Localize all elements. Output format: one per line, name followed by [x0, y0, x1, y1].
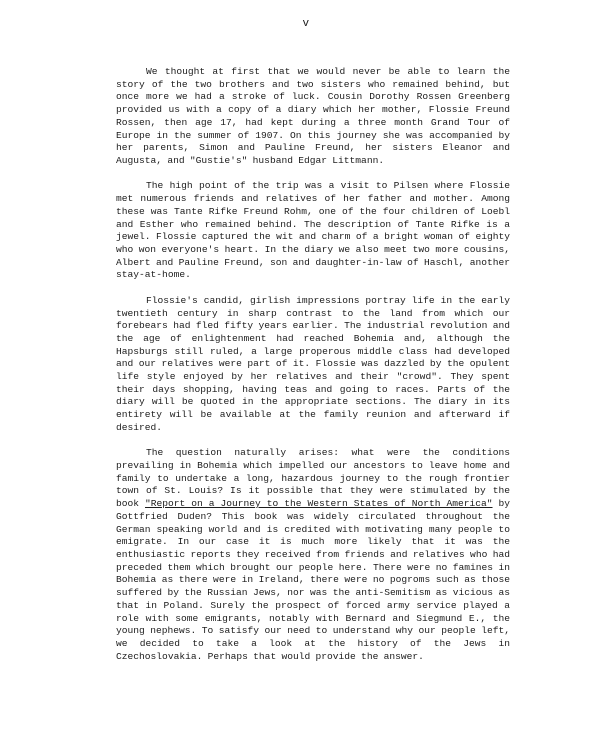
- paragraph-flossie-impressions: Flossie's candid, girlish impressions portray life in the early twentieth century in sharp contrast to the land from which our forebears had fled fifty years earlier. The industrial revolution and the age of enlightenment had reached Bohemia and, although the Hapsburgs still ruled, a large properous middle class had developed and our relatives were part of it. Flossie was dazzled by the opulent life style enjoyed by her relatives and their "crowd". They spent their days shopping, having teas and going to races. Parts of the diary will be quoted in the appropriate sections. The diary in its entirety will be available at the family reunion and afterward if desired.: [116, 294, 510, 433]
- paragraph-text-before-title: The question naturally arises: what were the conditions prevailing in Bohemia which impelled our ancestors to leave home and family to undertake a long, hazardous journey to the rough frontier town of St. Louis? Is it possible that they were stimulated by the book: [116, 447, 510, 510]
- paragraph-emigration-question: [116, 447, 510, 663]
- paragraph-pilsen-visit: The high point of the trip was a visit to Pilsen where Flossie met numerous friends and relatives of her father and mother. Among these was Tante Rifke Freund Rohm, one of the four children of Loebl and Esther who remained behind. The description of Tante Rifke is a jewel. Flossie captured the wit and charm of a bright woman of eighty who won everyone's heart. In the diary we also meet two more cousins, Albert and Pauline Freund, son and daughter-in-law of Haschl, another stay-at-home.: [116, 180, 510, 281]
- paragraph-text-after-title: by Gottfried Duden? This book was widely circulated throughout the German speaking world and is credited with motivating many people to emigrate. In our case it is much more likely that it was the enthusiastic reports they received from friends and relatives who had preceded them which brought our people here. There were no famines in Bohemia as there were in Ireland, there were no pogroms such as those suffered by the Russian Jews, nor was the anti-Semitism as vicious as that in Poland. Surely the prospect of forced army service played a role with some emigrants, notably with Bernard and Siegmund E., the young nephews. To satisfy our need to understand why our people left, we decided to take a look at the history of the Jews in Czechoslovakia. Perhaps that would provide the answer.: [116, 498, 510, 662]
- book-title: "Report on a Journey to the Western States of North America": [145, 498, 493, 510]
- document-body: [116, 66, 510, 676]
- page-number: v: [302, 18, 310, 30]
- paragraph-diary-intro: We thought at first that we would never be able to learn the story of the two brothers and two sisters who remained behind, but once more we had a stroke of luck. Cousin Dorothy Rossen Greenberg provided us with a copy of a diary which her mother, Flossie Freund Rossen, then age 17, had kept during a three month Grand Tour of Europe in the summer of 1907. On this journey she was accompanied by her parents, Simon and Pauline Freund, her sisters Eleanor and Augusta, and "Gustie's" husband Edgar Littmann.: [116, 66, 510, 166]
